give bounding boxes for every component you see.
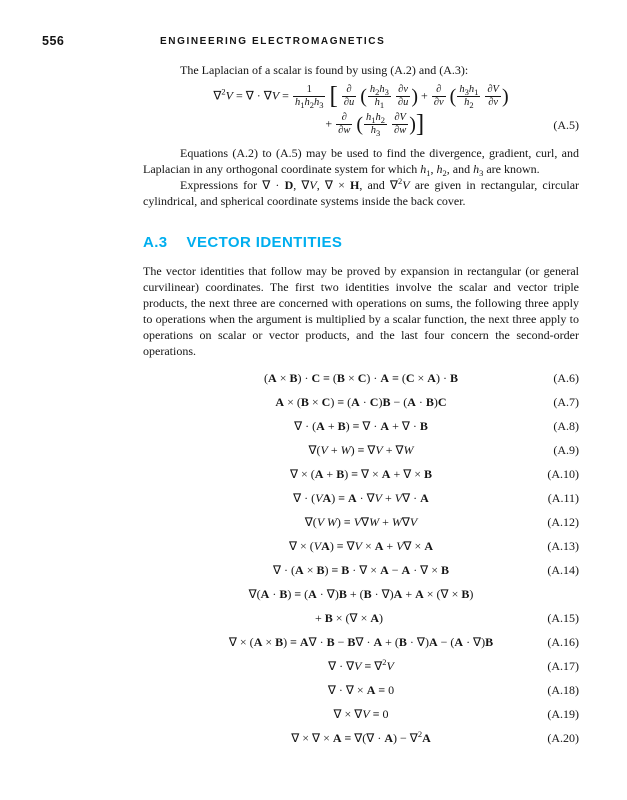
equation-tag: (A.7) — [553, 395, 579, 410]
equation-expression: + B × (∇ × A) — [314, 611, 384, 626]
equation-row — [143, 537, 579, 555]
equation-row — [143, 561, 579, 579]
equation-a5-tag: (A.5) — [553, 118, 579, 133]
equation-row — [143, 657, 579, 675]
equation-expression: ∇ · (A × B) ≡ B · ∇ × A − A · ∇ × B — [272, 563, 449, 578]
equation-expression: ∇(V W) ≡ V∇W + W∇V — [304, 515, 418, 530]
paragraph-expressions: Expressions for ∇ · D, ∇V, ∇ × H, and ∇$^2$V are given in rectangular, circular cylindrical, and spherical coordinate systems inside the back cover. — [143, 176, 580, 209]
equation-tag: (A.11) — [547, 491, 579, 506]
equation-expression: (A × B) · C ≡ (B × C) · A ≡ (C × A) · B — [264, 371, 458, 386]
paragraph-equations-usage: Equations (A.2) to (A.5) may be used to find the divergence, gradient, curl, and Laplacian in any orthogonal coordinate system for which $h_1$, $h_2$, and $h_3$ are known. — [143, 146, 579, 179]
section-heading-text: VECTOR IDENTITIES — [186, 234, 343, 252]
section-intro-paragraph: The vector identities that follow may be proved by expansion in rectangular (or general curvilinear) coordinates. The first two identities involve the scalar and vector triple products, the next three are concerned with operations on sums, the following three apply to operations when the argument is multiplied by a scalar function, the next three apply to operations on scalar or vector products, and the last four concern the second-order operations. — [143, 264, 579, 359]
equation-row — [143, 729, 579, 747]
equation-row — [143, 585, 579, 603]
page-header — [0, 34, 627, 50]
equation-row — [143, 417, 579, 435]
equation-row — [143, 705, 579, 723]
equation-a5-expression: ∇$^2$V = ∇ · ∇V = $\frac{1}{h_1h_2h_3}$ [ ∂ ∂u ( $\frac{h_2h_3}{h_1}$ $\frac{\partial v}{\partial u}$ ) + ∂ ∂v ( $\frac{h_3h_1}{h_2}$ $\frac{\partial V}{\partial v}$ ) + ∂ ∂w ( $\frac{h_1h_2}{h_3}$ $\frac{\partial V}{\partial w}$ )] — [213, 82, 509, 139]
equation-expression: ∇(A · B) ≡ (A · ∇)B + (B · ∇)A + A × (∇ × B) — [248, 587, 474, 602]
equation-tag: (A.6) — [553, 371, 579, 386]
equation-expression: ∇ · ∇V ≡ ∇$^2$V — [328, 657, 394, 674]
equation-tag: (A.13) — [547, 539, 579, 554]
equation-row — [143, 633, 579, 651]
equation-tag: (A.18) — [547, 683, 579, 698]
equation-tag: (A.14) — [547, 563, 579, 578]
equation-row — [143, 393, 579, 411]
equation-tag: (A.9) — [553, 443, 579, 458]
page-number: 556 — [42, 34, 65, 48]
equation-expression: ∇ × (A × B) ≡ A∇ · B − B∇ · A + (B · ∇)A − (A · ∇)B — [228, 635, 494, 650]
equation-expression: ∇ · ∇ × A ≡ 0 — [327, 683, 395, 698]
equation-tag: (A.17) — [547, 659, 579, 674]
section-title — [143, 235, 579, 251]
equation-tag: (A.12) — [547, 515, 579, 530]
equation-expression: ∇ × (VA) ≡ ∇V × A + V∇ × A — [289, 539, 433, 554]
equation-row — [143, 369, 579, 387]
equation-a5 — [143, 84, 579, 137]
equation-row — [143, 513, 579, 531]
equation-row — [143, 681, 579, 699]
equation-tag: (A.10) — [547, 467, 579, 482]
equation-row — [143, 609, 579, 627]
equation-expression: ∇ × ∇ × A ≡ ∇(∇ · A) − ∇$^2$A — [291, 729, 431, 746]
equation-expression: ∇ × (A + B) ≡ ∇ × A + ∇ × B — [289, 467, 433, 482]
equation-row — [143, 441, 579, 459]
equation-expression: A × (B × C) ≡ (A · C)B − (A · B)C — [275, 395, 447, 410]
laplacian-lead-paragraph: The Laplacian of a scalar is found by using (A.2) and (A.3): — [180, 63, 469, 77]
equation-row — [143, 465, 579, 483]
section-number: A.3 — [143, 234, 168, 252]
equation-expression: ∇ · (VA) ≡ A · ∇V + V∇ · A — [293, 491, 429, 506]
running-head: ENGINEERING ELECTROMAGNETICS — [160, 36, 386, 47]
equation-tag: (A.20) — [547, 731, 579, 746]
equation-row — [143, 489, 579, 507]
equation-tag: (A.16) — [547, 635, 579, 650]
page-content — [143, 62, 579, 753]
equation-tag: (A.15) — [547, 611, 579, 626]
equation-expression: ∇(V + W) ≡ ∇V + ∇W — [308, 443, 414, 458]
equation-tag: (A.8) — [553, 419, 579, 434]
equation-expression: ∇ × ∇V ≡ 0 — [333, 707, 389, 722]
vector-identities-list — [143, 369, 579, 747]
equation-tag: (A.19) — [547, 707, 579, 722]
equation-expression: ∇ · (A + B) ≡ ∇ · A + ∇ · B — [294, 419, 428, 434]
